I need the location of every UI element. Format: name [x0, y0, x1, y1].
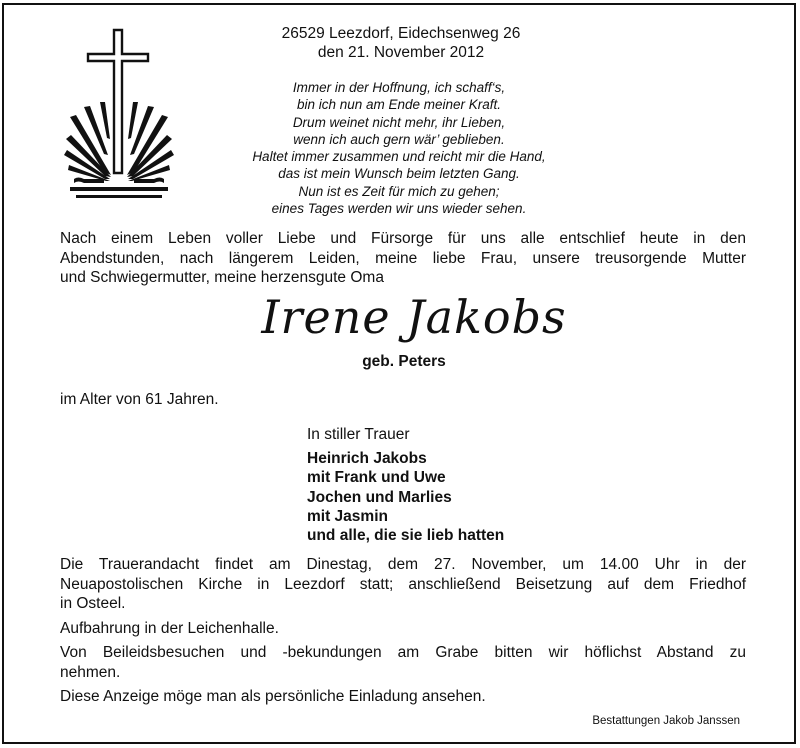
poem-line: Haltet immer zusammen und reicht mir die Hand, [252, 149, 546, 165]
deceased-name: Irene Jakobs [261, 290, 567, 344]
intro-paragraph [60, 229, 746, 288]
poem-line: Nun ist es Zeit für mich zu gehen; [298, 183, 500, 199]
undertaker-credit: Bestattungen Jakob Janssen [592, 715, 740, 727]
viewing-text: Aufbahrung in der Leichenhalle. [60, 620, 279, 637]
service-line: Neuapostolischen Kirche in Leezdorf statt; anschließend Beisetzung auf dem Friedhof [60, 575, 746, 593]
obituary-notice [2, 3, 796, 744]
maiden-name: geb. Peters [362, 353, 446, 370]
viewing-paragraph [60, 619, 746, 639]
intro-line: und Schwiegermutter, meine herzensgute Oma [60, 269, 384, 286]
invitation-text: Diese Anzeige möge man als persönliche Einladung ansehen. [60, 688, 486, 705]
mourner-name: Heinrich Jakobs [307, 450, 427, 467]
poem-line: wenn ich auch gern wär’ geblieben. [293, 131, 505, 147]
poem-line: Immer in der Hoffnung, ich schaff‘s, [292, 80, 506, 95]
poem [219, 79, 579, 217]
poem-line: das ist mein Wunsch beim letzten Gang. [278, 166, 520, 182]
poem-line: Drum weinet nicht mehr, ihr Lieben, [292, 114, 506, 130]
invitation-paragraph [60, 687, 746, 707]
mourner-list [307, 449, 504, 545]
mourning-heading: In stiller Trauer [307, 426, 410, 443]
condolence-line: Von Beileidsbesuchen und -bekundungen am Grabe bitten wir höflichst Abstand zu [60, 644, 746, 661]
header [251, 24, 551, 62]
mourner-name: mit Frank und Uwe [307, 469, 446, 487]
cross-sunrise-icon [64, 27, 194, 199]
intro-line: Abendstunden, nach längerem Leiden, meine liebe Frau, unsere treusorgende Mutter [60, 249, 746, 267]
service-line: Die Trauerandacht findet am Dinestag, dem 27. November, um 14.00 Uhr in der [60, 556, 746, 573]
notice-date: den 21. November 2012 [317, 44, 485, 61]
mourner-name: und alle, die sie lieb hatten [307, 527, 505, 545]
address: 26529 Leezdorf, Eidechsenweg 26 [281, 25, 521, 42]
condolence-paragraph [60, 643, 746, 682]
mourner-name: Jochen und Marlies [307, 488, 452, 506]
service-paragraph [60, 555, 746, 614]
condolence-line: nehmen. [60, 663, 121, 681]
poem-line: bin ich nun am Ende meiner Kraft. [296, 97, 502, 113]
poem-line: eines Tages werden wir uns wieder sehen. [271, 201, 527, 217]
intro-line: Nach einem Leben voller Liebe und Fürsorge für uns alle entschlief heute in den [60, 230, 746, 247]
mourner-name: mit Jasmin [307, 507, 388, 525]
age-text: im Alter von 61 Jahren. [60, 391, 219, 408]
service-line: in Osteel. [60, 595, 126, 612]
